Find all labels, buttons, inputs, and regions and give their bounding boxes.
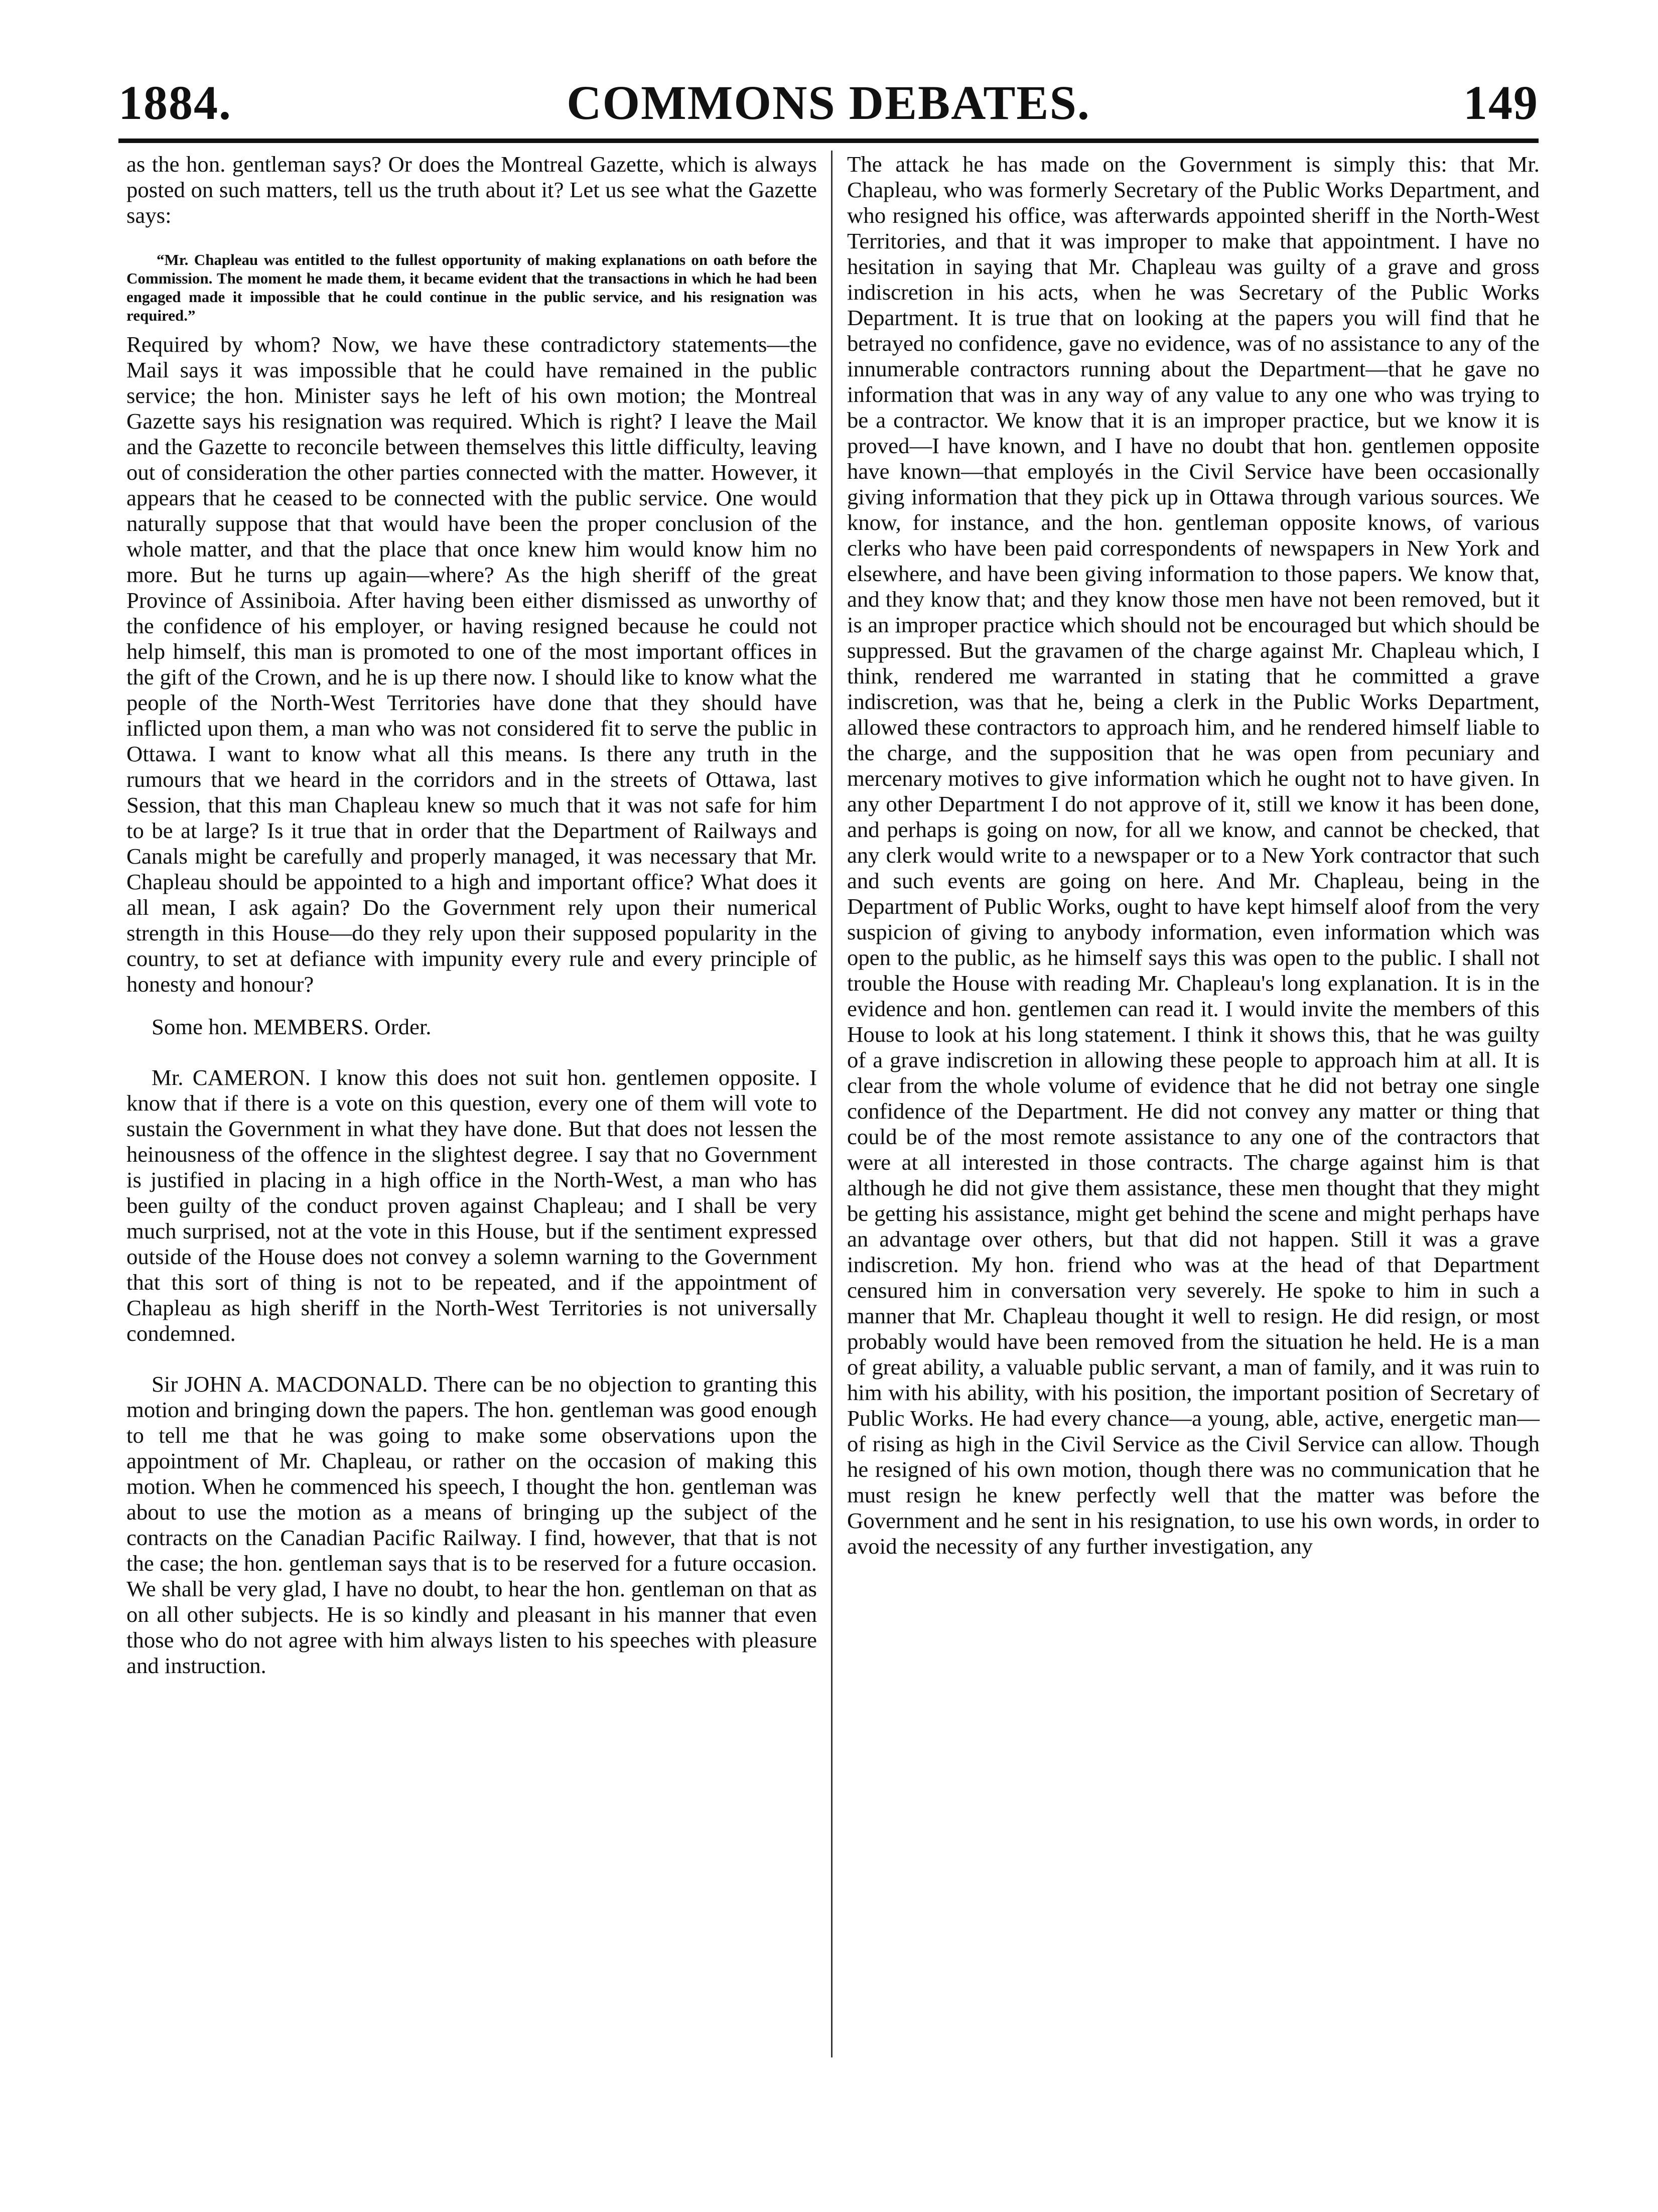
header-page-number: 149 — [1463, 76, 1539, 129]
left-paragraph-5: Sir JOHN A. MACDONALD. There can be no objection to granting this motion and bringing down the papers. The hon. gentleman was good enough to tell me that he was going to make some observations upon the appointment of Mr. Chapleau, or rather on the occasion of making this motion. When he commenced his speech, I thought the hon. gentleman was about to use the motion as a means of bringing up the subject of the contracts on the Canadian Pacific Railway. I find, however, that that is not the case; the hon. gentleman says that is to be reserved for a future occasion. We shall be very glad, I have no doubt, to hear the hon. gentleman on that as on all other subjects. He is so kindly and pleasant in his manner that even those who do not agree with him always listen to his speeches with pleasure and instruction. — [126, 1371, 817, 1678]
gazette-quote-text: “Mr. Chapleau was entitled to the fullest opportunity of making explanations on oath before the Commission. The moment he made them, it became evident that the transactions in which he had been engaged made it impossible that he could continue in the public service, and his resignation was required.” — [126, 251, 817, 324]
left-paragraph-1: as the hon. gentleman says? Or does the Montreal Gazette, which is always posted on such matters, tell us the truth about it? Let us see what the Gazette says: — [126, 152, 817, 228]
page-header — [118, 75, 1539, 135]
left-paragraph-4: Mr. CAMERON. I know this does not suit hon. gentlemen opposite. I know that if there is a vote on this question, every one of them will vote to sustain the Government in what they have done. But that does not lessen the heinousness of the offence in the slightest degree. I say that no Government is justified in placing in a high office in the North-West, a man who has been guilty of the conduct proven against Chapleau; and I shall be very much surprised, not at the vote in this House, but if the sentiment expressed outside of the House does not convey a solemn warning to the Government that this sort of thing is not to be repeated, and if the appointment of Chapleau as high sheriff in the North-West Territories is not universally condemned. — [126, 1065, 817, 1346]
header-year: 1884. — [118, 76, 232, 129]
header-title: COMMONS DEBATES. — [567, 76, 1090, 129]
right-column — [847, 152, 1540, 1559]
left-paragraph-2: Required by whom? Now, we have these contradictory statements—the Mail says it was impossible that he could have remained in the public service; the hon. Minister says he left of his own motion; the Montreal Gazette says his resignation was required. Which is right? I leave the Mail and the Gazette to reconcile between themselves this little difficulty, leaving out of consideration the other parties connected with the matter. However, it appears that he ceased to be connected with the public service. One would naturally suppose that that would have been the proper conclusion of the whole matter, and that the place that once knew him would know him no more. But he turns up again—where? As the high sheriff of the great Province of Assiniboia. After having been either dismissed as unworthy of the confidence of his employer, or having resigned because he could not help himself, this man is promoted to one of the most important offices in the gift of the Crown, and he is up there now. I should like to know what the people of the North-West Territories have done that they should have inflicted upon them, a man who was not considered fit to serve the public in Ottawa. I want to know what all this means. Is there any truth in the rumours that we heard in the corridors and in the streets of Ottawa, last Session, that this man Chapleau knew so much that it was not safe for him to be at large? Is it true that in order that the Department of Railways and Canals might be carefully and properly managed, it was necessary that Mr. Chapleau should be appointed to a high and important office? What does it all mean, I ask again? Do the Government rely upon their numerical strength in this House—do they rely upon their supposed popularity in the country, to set at defiance with impunity every rule and every principle of honesty and honour? — [126, 332, 817, 997]
header-rule — [118, 139, 1539, 143]
left-column — [126, 152, 817, 1679]
right-paragraph-1: The attack he has made on the Government is simply this: that Mr. Chapleau, who was formerly Secretary of the Public Works Department, and who resigned his office, was afterwards appointed sheriff in the North-West Territories, and that it was improper to make that appointment. I have no hesitation in saying that Mr. Chapleau was guilty of a grave and gross indiscretion in his acts, when he was Secretary of the Public Works Department. It is true that on looking at the papers you will find that he betrayed no confidence, gave no evidence, was of no assistance to any of the innumerable contractors running about the Department—that he gave no information that was in any way of any value to any one who was trying to be a contractor. We know that it is an improper practice, but we know it is proved—I have known, and I have no doubt that hon. gentlemen opposite have known—that employés in the Civil Service have been occasionally giving information that they pick up in Ottawa through various sources. We know, for instance, and the hon. gentleman opposite knows, of various clerks who have been paid correspondents of newspapers in New York and elsewhere, and have been giving information to those papers. We know that, and they know that; and they know those men have not been removed, but it is an improper practice which should not be encouraged but which should be suppressed. But the gravamen of the charge against Mr. Chapleau which, I think, rendered me warranted in stating that he committed a grave indiscretion, was that he, being a clerk in the Public Works Department, allowed these contractors to approach him, and he rendered himself liable to the charge, and the supposition that he was open from pecuniary and mercenary motives to give information which he ought not to have given. In any other Department I do not approve of it, still we know it has been done, and perhaps is going on now, for all we know, and cannot be checked, that any clerk would write to a newspaper or to a New York contractor that such and such events are going on here. And Mr. Chapleau, being in the Department of Public Works, ought to have kept himself aloof from the very suspicion of giving to anybody information, even information which was open to the public, as he himself says this was open to the public. I shall not trouble the House with reading Mr. Chapleau's long explanation. It is in the evidence and hon. gentlemen can read it. I would invite the members of this House to look at his long statement. I think it shows this, that he was guilty of a grave indiscretion in allowing these people to approach him at all. It is clear from the whole volume of evidence that he did not betray one single confidence of the Department. He did not convey any matter or thing that could be of the most remote assistance to any one of the contractors that were at all interested in those contracts. The charge against him is that although he did not give them assistance, these men thought that they might be getting his assistance, might get behind the scene and might perhaps have an advantage over others, but that did not happen. Still it was a grave indiscretion. My hon. friend who was at the head of that Department censured him in conversation very severely. He spoke to him in such a manner that Mr. Chapleau thought it well to resign. He did resign, or most probably would have been removed from the situation he held. He is a man of great ability, a valuable public servant, a man of family, and it was ruin to him with his ability, with his position, the important position of Secretary of Public Works. He had every chance—a young, able, active, energetic man—of rising as high in the Civil Service as the Civil Service can allow. Though he resigned of his own motion, though there was no communication that he must resign he knew perfectly well that the matter was before the Government and he sent in his resignation, to use his own words, in order to avoid the necessity of any further investigation, any — [847, 152, 1540, 1559]
gazette-quote — [126, 250, 817, 325]
column-divider — [831, 151, 833, 2057]
left-paragraph-3: Some hon. MEMBERS. Order. — [152, 1014, 432, 1039]
